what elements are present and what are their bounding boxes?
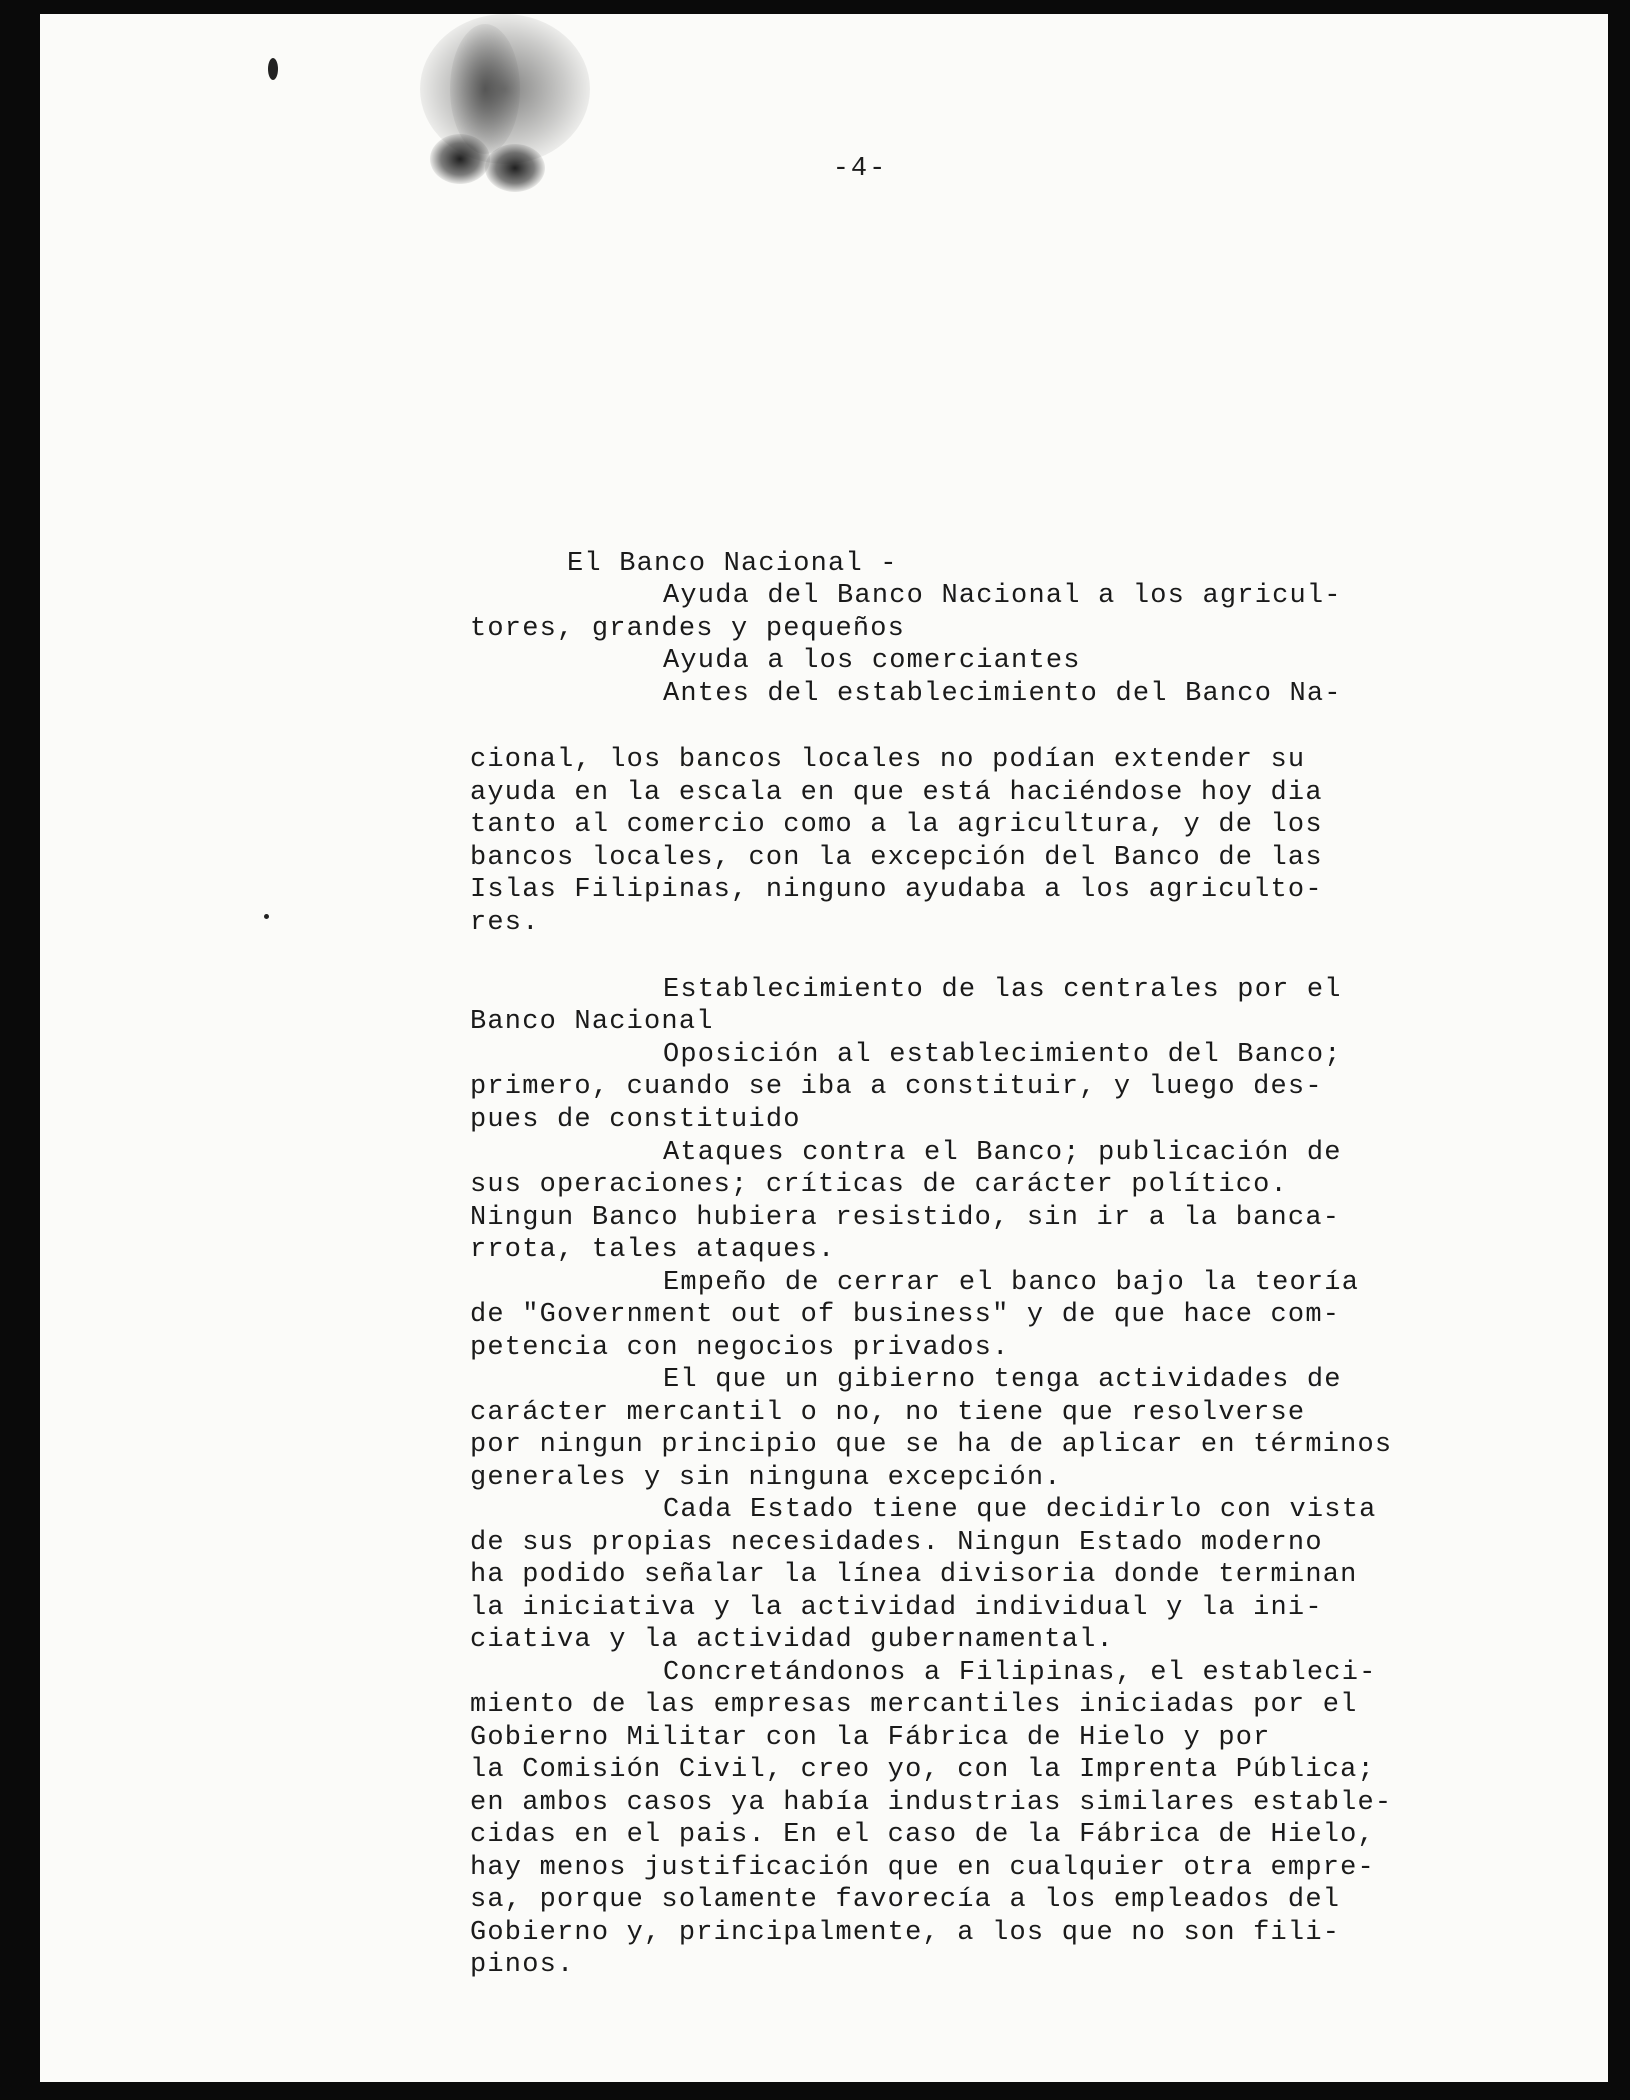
text-line: rrota, tales ataques. (470, 1235, 836, 1265)
text-line: tanto al comercio como a la agricultura, y de los (470, 810, 1323, 840)
ink-mark (264, 914, 269, 919)
text-line: Empeño de cerrar el banco bajo la teoría (663, 1268, 1360, 1298)
text-line: la Comisión Civil, creo yo, con la Imprenta Pública; (470, 1755, 1375, 1785)
text-line: res. (470, 908, 540, 938)
ink-blot (430, 134, 490, 184)
text-line: bancos locales, con la excepción del Banco de las (470, 843, 1323, 873)
text-line: Ataques contra el Banco; publicación de (663, 1138, 1342, 1168)
text-line: sus operaciones; críticas de carácter político. (470, 1170, 1288, 1200)
page-number: -4- (832, 154, 888, 184)
text-line: cidas en el pais. En el caso de la Fábrica de Hielo, (470, 1820, 1375, 1850)
text-line: ciativa y la actividad gubernamental. (470, 1625, 1114, 1655)
text-line: de sus propias necesidades. Ningun Estado moderno (470, 1528, 1323, 1558)
text-line: cional, los bancos locales no podían extender su (470, 745, 1306, 775)
text-line: ayuda en la escala en que está haciéndose hoy dia (470, 778, 1323, 808)
text-line: en ambos casos ya había industrias similares estable- (470, 1788, 1393, 1818)
text-line: petencia con negocios privados. (470, 1333, 1010, 1363)
text-line: Gobierno Militar con la Fábrica de Hielo y por (470, 1723, 1271, 1753)
text-line: Ayuda a los comerciantes (663, 646, 1081, 676)
text-line: Cada Estado tiene que decidirlo con vista (663, 1495, 1377, 1525)
text-line: Oposición al establecimiento del Banco; (663, 1040, 1342, 1070)
text-line: miento de las empresas mercantiles iniciadas por el (470, 1690, 1358, 1720)
text-line: hay menos justificación que en cualquier otra empre- (470, 1853, 1375, 1883)
text-line: por ningun principio que se ha de aplicar en términos (470, 1430, 1393, 1460)
text-line: Establecimiento de las centrales por el (663, 975, 1342, 1005)
text-line: tores, grandes y pequeños (470, 614, 906, 644)
text-line: Concretándonos a Filipinas, el estableci- (663, 1658, 1377, 1688)
section-heading: El Banco Nacional - (567, 549, 898, 579)
text-line: Islas Filipinas, ninguno ayudaba a los agriculto- (470, 875, 1323, 905)
text-line: pinos. (470, 1950, 575, 1980)
text-line: pues de constituido (470, 1105, 801, 1135)
document-page (40, 14, 1608, 2082)
text-line: carácter mercantil o no, no tiene que resolverse (470, 1398, 1306, 1428)
text-line: la iniciativa y la actividad individual y la ini- (470, 1593, 1323, 1623)
ink-blot (485, 144, 545, 192)
text-line: sa, porque solamente favorecía a los empleados del (470, 1885, 1341, 1915)
text-line: de "Government out of business" y de que hace com- (470, 1300, 1341, 1330)
text-line: Ningun Banco hubiera resistido, sin ir a la banca- (470, 1203, 1341, 1233)
text-line: ha podido señalar la línea divisoria donde terminan (470, 1560, 1358, 1590)
ink-mark (268, 58, 278, 80)
text-line: El que un gibierno tenga actividades de (663, 1365, 1342, 1395)
text-line: generales y sin ninguna excepción. (470, 1463, 1062, 1493)
text-line: Ayuda del Banco Nacional a los agricul- (663, 581, 1342, 611)
text-line: primero, cuando se iba a constituir, y luego des- (470, 1072, 1323, 1102)
text-line: Antes del establecimiento del Banco Na- (663, 679, 1342, 709)
text-line: Banco Nacional (470, 1007, 714, 1037)
text-line: Gobierno y, principalmente, a los que no son fili- (470, 1918, 1341, 1948)
